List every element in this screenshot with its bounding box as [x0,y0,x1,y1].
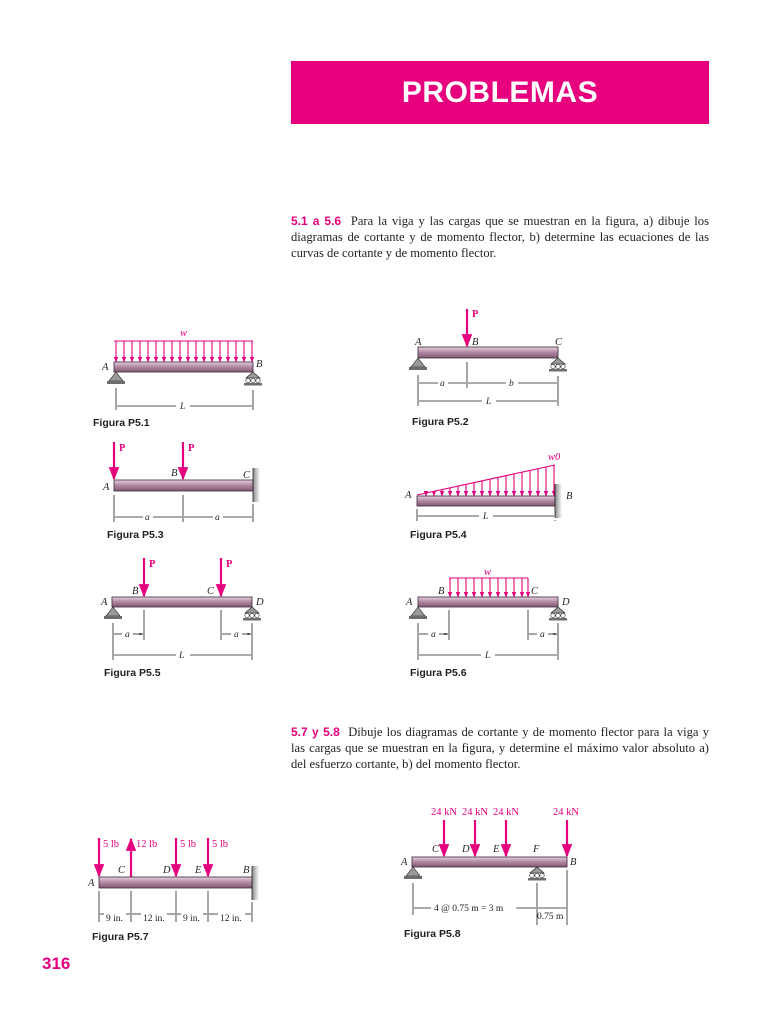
fig55-point-c: C [207,586,215,597]
fig56-roller-support [549,607,567,621]
fig55-load-label-1: P [149,559,156,570]
fig52-pin-support [409,358,427,370]
problem-5-1-number: 5.1 a 5.6 [291,214,342,228]
fig56-dim-l: L [485,651,491,661]
fig54-point-a: A [405,490,412,501]
fig53-dim-a-2: a [215,513,220,523]
fig57-dim-2: 12 in. [143,914,165,924]
fig53-dim-a-1: a [145,513,150,523]
fig54-caption: Figura P5.4 [410,529,467,541]
fig58-load-label-2: 24 kN [462,807,488,818]
fig53-fixed-wall [253,468,260,502]
section-title: PROBLEMAS [401,75,599,109]
fig56-dim-a-1: a [431,630,436,640]
fig57-dim-1: 9 in. [106,914,123,924]
fig58-load-label-4: 24 kN [553,807,579,818]
figure-p5-1 [93,328,263,429]
fig52-caption: Figura P5.2 [412,416,469,428]
fig53-point-a: A [103,482,110,493]
figure-p5-4 [404,452,573,541]
problem-5-1-text: Para la viga y las cargas que se muestran en la figura, a) dibuje los diagramas de cortante y de momento flector, b) determine las ecuaciones de las curvas de cortante y de momento flector. [291,214,710,261]
fig58-point-e: E [493,844,500,855]
fig52-dim-l: L [486,397,492,407]
figure-p5-8 [400,807,579,940]
fig58-point-d: D [462,844,470,855]
fig58-point-a: A [401,857,408,868]
fig51-point-b: B [256,359,263,370]
fig51-dim-l: L [180,402,186,412]
fig58-beam [412,857,567,867]
fig51-caption: Figura P5.1 [93,417,150,429]
fig57-point-e: E [195,865,202,876]
fig56-distributed-arrows [450,578,528,597]
fig58-point-b: B [570,857,577,868]
fig54-dim-l: L [483,512,489,522]
fig55-point-d: D [256,597,264,608]
fig57-fixed-wall [252,866,259,900]
fig55-caption: Figura P5.5 [104,667,161,679]
fig51-pin-support [107,372,125,384]
fig56-caption: Figura P5.6 [410,667,467,679]
fig55-dim-l: L [179,651,185,661]
fig56-point-c: C [531,586,539,597]
fig51-roller-support [244,372,262,386]
fig57-point-b: B [243,865,250,876]
fig58-dim-main: 4 @ 0.75 m = 3 m [434,904,504,914]
fig58-dim-end: 0.75 m [537,912,564,922]
fig58-caption: Figura P5.8 [404,928,461,940]
fig57-point-d: D [163,865,171,876]
fig52-roller-support [549,358,567,372]
fig54-beam [417,496,555,506]
fig54-point-b: B [566,491,573,502]
fig55-beam [112,597,252,607]
page-number: 316 [42,954,71,973]
fig58-load-label-1: 24 kN [431,807,457,818]
fig55-load-label-2: P [226,559,233,570]
fig51-beam [114,362,253,372]
fig57-point-c: C [118,865,126,876]
fig52-point-c: C [555,337,563,348]
fig56-beam [418,597,558,607]
fig58-roller-support [528,867,546,881]
fig57-beam [99,877,252,888]
fig53-load-label-2: P [188,443,195,454]
fig57-load-label-4: 5 lb [212,839,229,850]
fig57-dim-3: 9 in. [183,914,200,924]
fig55-roller-support [243,607,261,621]
fig53-caption: Figura P5.3 [107,529,164,541]
fig57-load-label-2: 12 lb [136,839,158,850]
fig55-dim-a-2: a [234,630,239,640]
fig57-load-label-3: 5 lb [180,839,197,850]
fig56-point-b: B [438,586,445,597]
figure-p5-3 [102,442,260,541]
fig56-load-label: w [484,567,492,578]
fig52-dim-a: a [440,379,445,389]
fig56-pin-support [409,607,427,619]
fig57-caption: Figura P5.7 [92,931,149,943]
fig51-distributed-arrows [116,341,252,362]
fig51-load-label: w [180,328,188,339]
fig58-pin-support [404,867,422,879]
fig52-load-label: P [472,309,479,320]
figure-p5-2 [409,309,567,428]
fig54-load-line [417,465,555,495]
fig55-point-b: B [132,586,139,597]
fig57-dim-4: 12 in. [220,914,242,924]
fig56-point-a: A [406,597,413,608]
problem-5-7-text: Dibuje los diagramas de cortante y de momento flector para la viga y las cargas que se muestran en la figura, y determine el máximo valor absoluto a) del esfuerzo cortante, b) del momento flector. [291,725,709,772]
fig51-point-a: A [102,362,109,373]
fig52-beam [418,347,558,358]
figure-p5-7 [87,838,259,943]
fig52-point-a: A [415,337,422,348]
figure-p5-6 [405,567,570,679]
fig52-dim-b: b [509,379,514,389]
fig54-fixed-wall [555,484,562,518]
fig54-load-label: w0 [548,452,561,463]
fig56-point-d: D [562,597,570,608]
fig58-point-f: F [533,844,540,855]
fig53-beam [114,480,253,491]
fig57-point-a: A [88,878,95,889]
fig52-point-b: B [472,337,479,348]
fig55-point-a: A [101,597,108,608]
fig53-load-label-1: P [119,443,126,454]
figure-p5-5 [100,558,264,679]
problem-5-7-number: 5.7 y 5.8 [291,725,340,739]
fig58-point-c: C [432,844,440,855]
fig58-load-label-3: 24 kN [493,807,519,818]
fig53-point-b: B [171,468,178,479]
fig55-dim-a-1: a [125,630,130,640]
fig55-pin-support [104,607,122,619]
fig56-dim-a-2: a [540,630,545,640]
fig57-load-label-1: 5 lb [103,839,120,850]
fig53-point-c: C [243,470,251,481]
